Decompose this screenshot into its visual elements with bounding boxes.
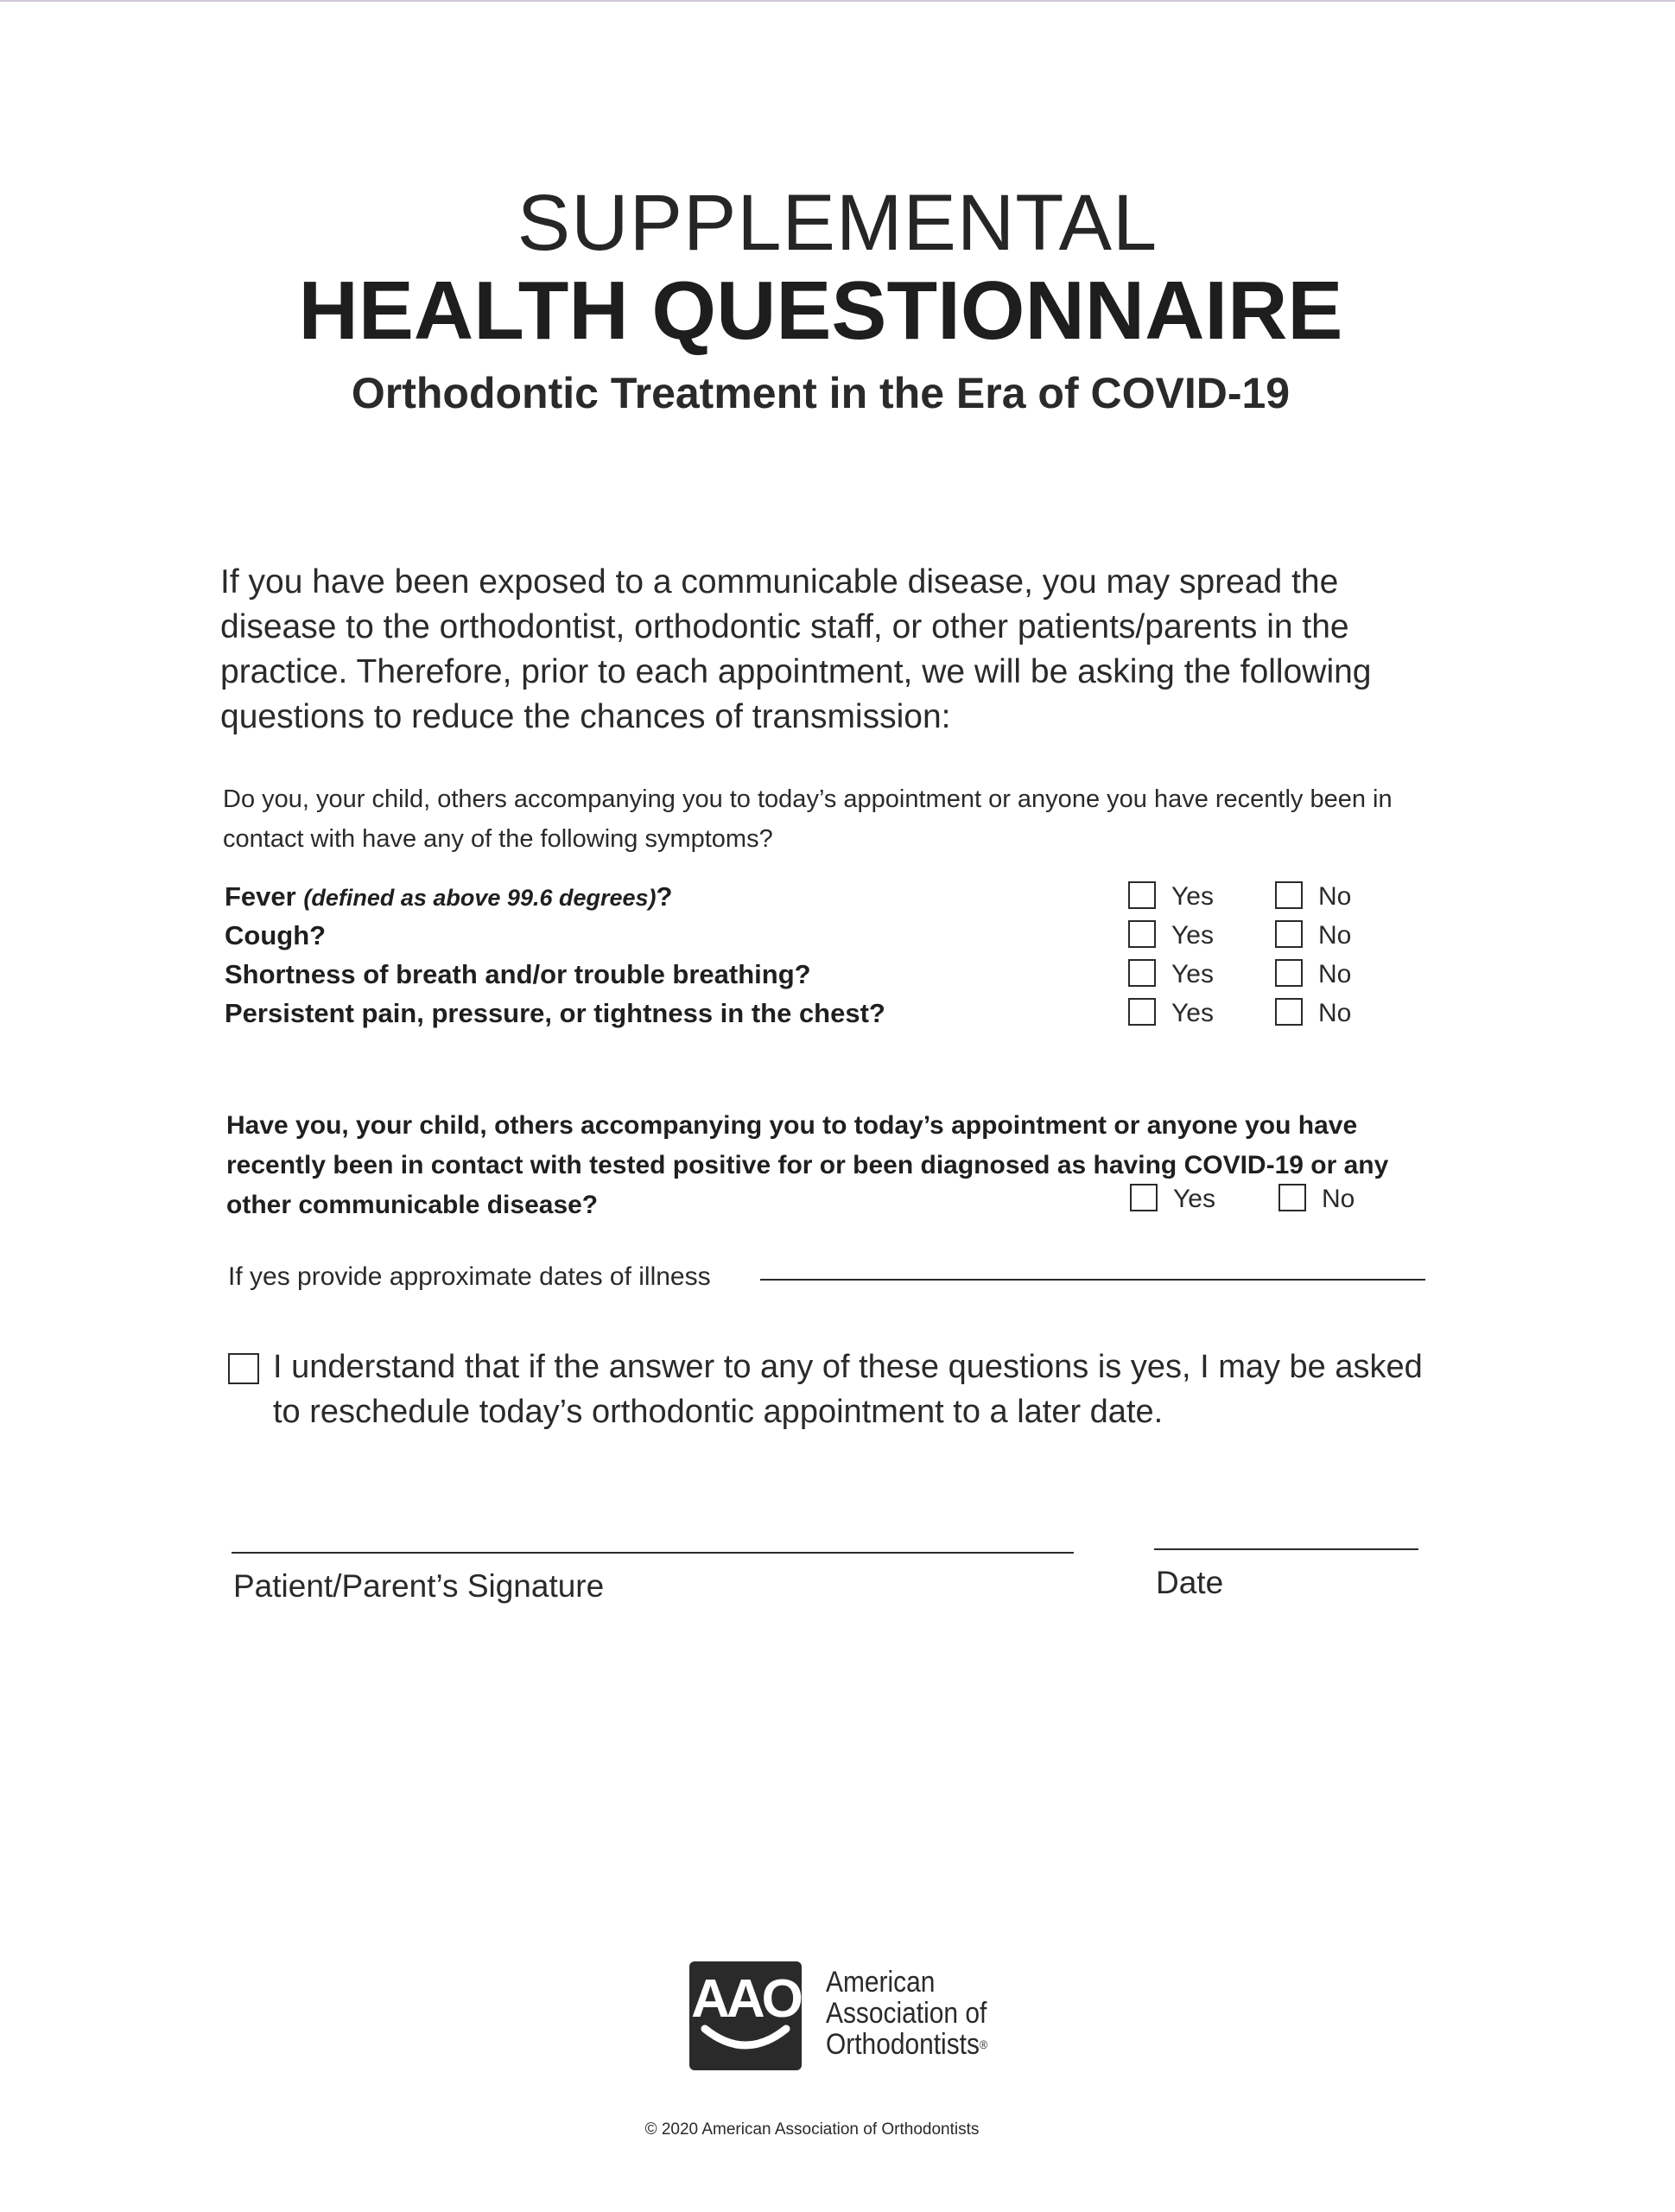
acknowledgement-text: I understand that if the answer to any of these questions is yes, I may be asked to reschedule today’s orthodontic appointment to a later date. (273, 1349, 1423, 1430)
symptom-label: Cough? (225, 920, 327, 950)
exposure-yes-checkbox[interactable] (1130, 1184, 1158, 1211)
org-line3-wrapper (826, 2029, 987, 2060)
title-supplemental: SUPPLEMENTAL (517, 179, 1158, 267)
signature-field[interactable] (232, 1552, 1074, 1554)
symptom-label (225, 878, 672, 917)
chest-yes-checkbox[interactable] (1128, 998, 1156, 1026)
organization-name (826, 1967, 987, 2060)
subtitle: Orthodontic Treatment in the Era of COVID-19 (351, 369, 1291, 417)
no-label: No (1318, 921, 1352, 950)
intro-paragraph: If you have been exposed to a communicable disease, you may spread the disease to the orthodontist, orthodontic staff, or other patients/parents in the practice. Therefore, prior to each appointment, we will be asking the following questions to reduce the chances of transmission: (220, 563, 1372, 735)
cough-yes-checkbox[interactable] (1128, 920, 1156, 948)
copyright: © 2020 American Association of Orthodontists (644, 2120, 980, 2139)
top-border (0, 0, 1675, 2)
yes-label: Yes (1171, 882, 1214, 911)
org-line1: American (826, 1966, 936, 1999)
signature-label: Patient/Parent’s Signature (233, 1568, 605, 1604)
no-label: No (1318, 960, 1352, 988)
org-line3: Orthodontists (826, 2028, 980, 2061)
dates-of-illness-label: If yes provide approximate dates of illness (228, 1262, 711, 1291)
cough-no-checkbox[interactable] (1275, 920, 1303, 948)
symptom-note: (defined as above 99.6 degrees) (303, 885, 657, 911)
symptom-row-chest (225, 995, 1451, 1033)
symptom-label: Shortness of breath and/or trouble breathing? (225, 959, 811, 989)
fever-yes-checkbox[interactable] (1128, 881, 1156, 909)
registered-mark: ® (979, 2037, 988, 2051)
date-label: Date (1156, 1565, 1224, 1600)
symptom-label: Persistent pain, pressure, or tightness in the chest? (225, 998, 885, 1028)
exposure-question: Have you, your child, others accompanying you to today’s appointment or anyone you have recently been in contact with tested positive for or been diagnosed as having COVID-19 or any other communicable disease? (226, 1111, 1389, 1219)
no-label: No (1318, 999, 1352, 1027)
no-label: No (1318, 882, 1352, 911)
chest-no-checkbox[interactable] (1275, 998, 1303, 1026)
exposure-options (1130, 1180, 1475, 1218)
dates-of-illness-field[interactable] (760, 1279, 1425, 1281)
acknowledgement-checkbox[interactable] (228, 1353, 259, 1384)
fever-no-checkbox[interactable] (1275, 881, 1303, 909)
symptoms-question: Do you, your child, others accompanying you to today’s appointment or anyone you have recently been in contact with have any of the following symptoms? (223, 785, 1393, 853)
date-field[interactable] (1154, 1548, 1418, 1550)
title-health-questionnaire: HEALTH QUESTIONNAIRE (298, 264, 1343, 357)
org-line2: Association of (826, 1997, 987, 2030)
breath-yes-checkbox[interactable] (1128, 959, 1156, 987)
aao-logo-icon (689, 1961, 802, 2070)
symptom-suffix: ? (656, 881, 673, 912)
symptom-name: Fever (225, 881, 296, 912)
breath-no-checkbox[interactable] (1275, 959, 1303, 987)
symptom-row-breath (225, 956, 1451, 994)
logo-text: AAO (691, 1969, 800, 2029)
symptom-row-cough (225, 917, 1451, 955)
symptom-row-fever (225, 878, 1451, 916)
exposure-no-checkbox[interactable] (1278, 1184, 1306, 1211)
no-label: No (1322, 1185, 1355, 1213)
yes-label: Yes (1171, 999, 1214, 1027)
yes-label: Yes (1173, 1185, 1215, 1213)
yes-label: Yes (1171, 921, 1214, 950)
yes-label: Yes (1171, 960, 1214, 988)
